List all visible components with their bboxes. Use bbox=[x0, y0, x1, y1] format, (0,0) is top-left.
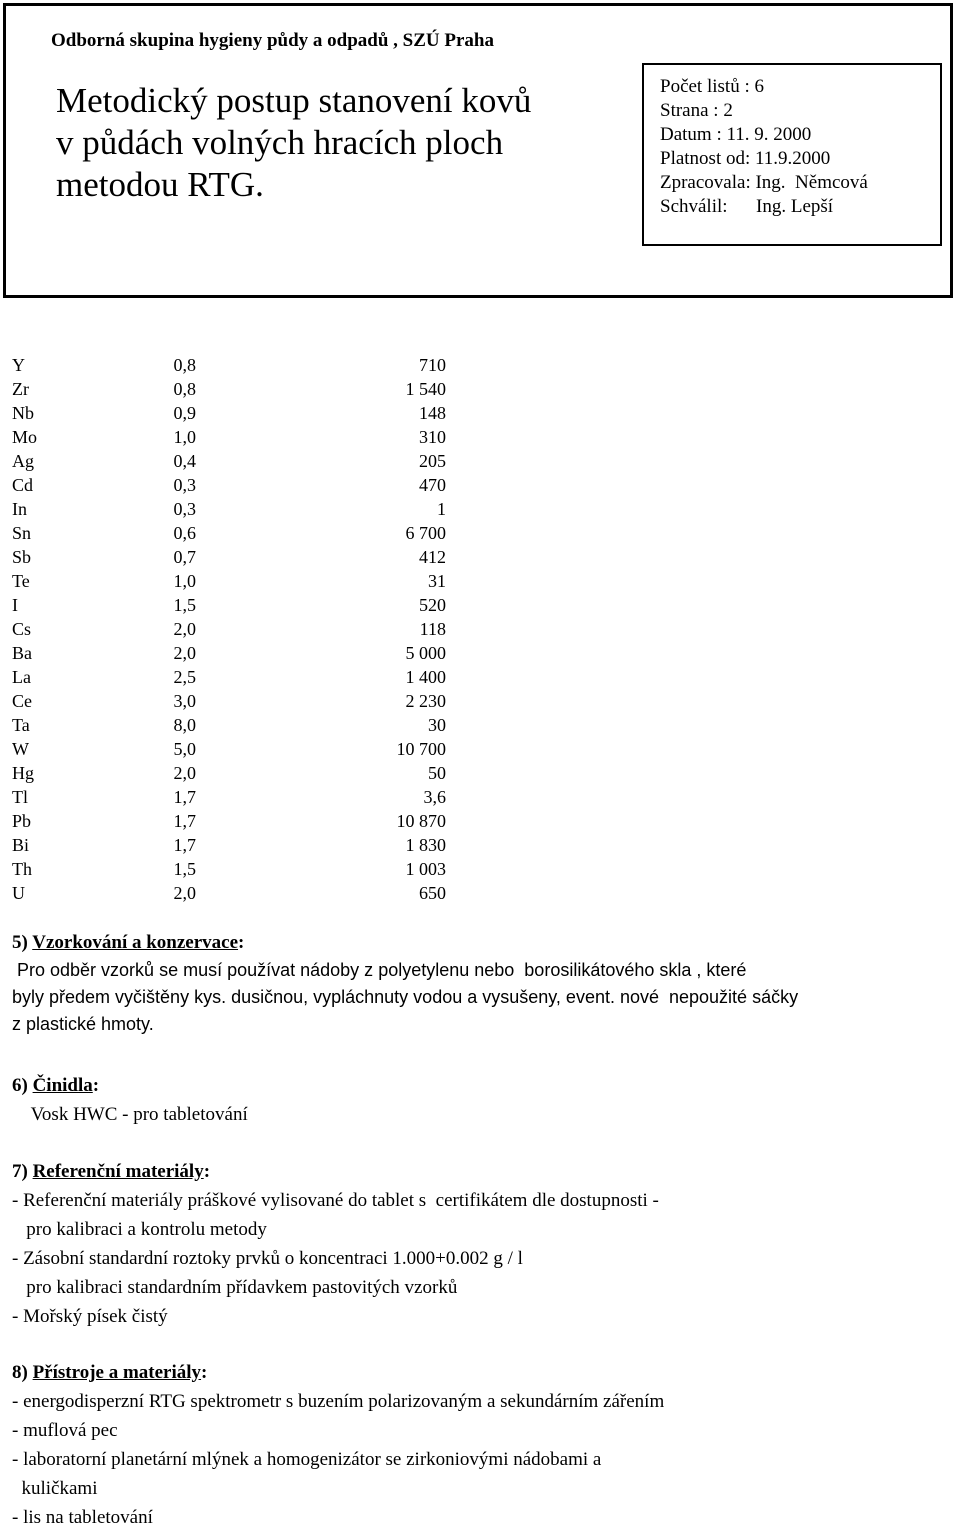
concentration-value: 310 bbox=[419, 427, 446, 447]
paragraph-line: Pro odběr vzorků se musí používat nádoby z polyetylenu nebo borosilikátového skla , které bbox=[12, 960, 747, 980]
section-heading: 5) Vzorkování a konzervace: bbox=[12, 932, 245, 953]
element-symbol: Y bbox=[12, 355, 25, 375]
title-line: metodou RTG. bbox=[56, 165, 264, 204]
list-line: pro kalibraci standardním přídavkem pastovitých vzorků bbox=[12, 1277, 458, 1298]
organization-name: Odborná skupina hygieny půdy a odpadů , SZÚ Praha bbox=[51, 30, 494, 51]
detection-limit: 2,0 bbox=[173, 619, 196, 639]
prepared-by: Zpracovala: Ing. Němcová bbox=[660, 172, 868, 193]
detection-limit: 0,3 bbox=[173, 475, 196, 495]
detection-limit: 1,5 bbox=[173, 595, 196, 615]
element-symbol: W bbox=[12, 739, 29, 759]
document-header bbox=[3, 3, 953, 298]
concentration-value: 10 870 bbox=[396, 811, 446, 831]
detection-limit: 1,5 bbox=[173, 859, 196, 879]
element-symbol: In bbox=[12, 499, 27, 519]
concentration-value: 3,6 bbox=[423, 787, 446, 807]
detection-limit: 1,7 bbox=[173, 811, 196, 831]
document-metadata-box bbox=[642, 63, 942, 246]
element-symbol: U bbox=[12, 883, 25, 903]
element-symbol: Hg bbox=[12, 763, 34, 783]
concentration-value: 10 700 bbox=[396, 739, 446, 759]
document-date: Datum : 11. 9. 2000 bbox=[660, 124, 812, 145]
detection-limit: 1,0 bbox=[173, 571, 196, 591]
concentration-value: 205 bbox=[419, 451, 446, 471]
list-line: - Mořský písek čistý bbox=[12, 1306, 168, 1327]
element-symbol: Sb bbox=[12, 547, 32, 567]
section-heading: 8) Přístroje a materiály: bbox=[12, 1362, 208, 1383]
element-symbol: La bbox=[12, 667, 31, 687]
concentration-value: 118 bbox=[419, 619, 446, 639]
detection-limit: 2,0 bbox=[173, 643, 196, 663]
section-instruments bbox=[12, 1358, 664, 1532]
concentration-value: 520 bbox=[419, 595, 446, 615]
section-reagents bbox=[12, 1071, 248, 1129]
detection-limit: 0,6 bbox=[173, 523, 196, 543]
element-symbol: Bi bbox=[12, 835, 30, 855]
detection-limit: 2,0 bbox=[173, 763, 196, 783]
concentration-value: 50 bbox=[428, 763, 446, 783]
element-symbol: Ba bbox=[12, 643, 32, 663]
list-line: - Zásobní standardní roztoky prvků o koncentraci 1.000+0.002 g / l bbox=[12, 1248, 523, 1269]
concentration-value: 2 230 bbox=[405, 691, 446, 711]
concentration-value: 31 bbox=[428, 571, 446, 591]
concentration-value: 5 000 bbox=[405, 643, 446, 663]
element-symbol: Ag bbox=[12, 451, 34, 471]
section-reference-materials bbox=[12, 1157, 659, 1331]
concentration-value: 650 bbox=[419, 883, 446, 903]
element-symbol: Mo bbox=[12, 427, 38, 447]
concentration-value: 1 400 bbox=[405, 667, 446, 687]
detection-limit: 0,8 bbox=[173, 379, 196, 399]
concentration-value: 710 bbox=[419, 355, 446, 375]
concentration-value: 1 bbox=[437, 499, 446, 519]
concentration-value: 1 003 bbox=[405, 859, 446, 879]
element-symbol: Sn bbox=[12, 523, 32, 543]
detection-limit: 1,7 bbox=[173, 787, 196, 807]
detection-limit: 2,5 bbox=[173, 667, 196, 687]
detection-limit: 3,0 bbox=[173, 691, 196, 711]
title-line: Metodický postup stanovení kovů bbox=[56, 81, 532, 120]
page-number: Strana : 2 bbox=[660, 100, 733, 121]
document-title bbox=[56, 80, 531, 206]
detection-limit: 0,8 bbox=[173, 355, 196, 375]
list-line: - muflová pec bbox=[12, 1420, 118, 1441]
approved-by: Schválil: Ing. Lepší bbox=[660, 196, 834, 217]
detection-limit: 1,7 bbox=[173, 835, 196, 855]
element-symbol: Ta bbox=[12, 715, 30, 735]
detection-limit: 2,0 bbox=[173, 883, 196, 903]
detection-limit: 8,0 bbox=[173, 715, 196, 735]
concentration-value: 412 bbox=[419, 547, 446, 567]
element-symbol: Cs bbox=[12, 619, 32, 639]
valid-from: Platnost od: 11.9.2000 bbox=[660, 148, 831, 169]
detection-limit: 5,0 bbox=[173, 739, 196, 759]
list-line: - energodisperzní RTG spektrometr s buzením polarizovaným a sekundárním zářením bbox=[12, 1391, 665, 1412]
element-symbol: Tl bbox=[12, 787, 28, 807]
concentration-value: 6 700 bbox=[405, 523, 446, 543]
list-line: - Referenční materiály práškové vylisované do tablet s certifikátem dle dostupnosti - bbox=[12, 1190, 659, 1211]
concentration-value: 30 bbox=[428, 715, 446, 735]
section-body bbox=[12, 957, 798, 1038]
element-symbol: Nb bbox=[12, 403, 34, 423]
element-symbol: Ce bbox=[12, 691, 32, 711]
list-line: - laboratorní planetární mlýnek a homogenizátor se zirkoniovými nádobami a bbox=[12, 1449, 602, 1470]
element-symbol: I bbox=[12, 595, 18, 615]
concentration-value: 148 bbox=[419, 403, 446, 423]
element-symbol: Pb bbox=[12, 811, 32, 831]
concentration-value: 1 830 bbox=[405, 835, 446, 855]
section-heading: 7) Referenční materiály: bbox=[12, 1161, 211, 1182]
sheet-count: Počet listů : 6 bbox=[660, 76, 764, 97]
title-line: v půdách volných hracích ploch bbox=[56, 123, 504, 162]
paragraph-line: Vosk HWC - pro tabletování bbox=[12, 1104, 248, 1125]
list-line: - lis na tabletování bbox=[12, 1507, 153, 1528]
detection-limit: 0,7 bbox=[173, 547, 196, 567]
detection-limit: 0,9 bbox=[173, 403, 196, 423]
element-symbol: Th bbox=[12, 859, 32, 879]
list-line: kuličkami bbox=[12, 1478, 98, 1499]
section-heading: 6) Činidla: bbox=[12, 1075, 100, 1096]
element-symbol: Te bbox=[12, 571, 30, 591]
concentration-value: 1 540 bbox=[405, 379, 446, 399]
concentration-value: 470 bbox=[419, 475, 446, 495]
element-symbol: Zr bbox=[12, 379, 29, 399]
element-symbol: Cd bbox=[12, 475, 34, 495]
detection-limit: 1,0 bbox=[173, 427, 196, 447]
section-sampling bbox=[12, 928, 798, 1038]
detection-limit: 0,3 bbox=[173, 499, 196, 519]
list-line: pro kalibraci a kontrolu metody bbox=[12, 1219, 267, 1240]
paragraph-line: z plastické hmoty. bbox=[12, 1014, 154, 1034]
detection-limit: 0,4 bbox=[173, 451, 196, 471]
paragraph-line: byly předem vyčištěny kys. dusičnou, vypláchnuty vodou a vysušeny, event. nové nepoužité sáčky bbox=[12, 987, 799, 1007]
